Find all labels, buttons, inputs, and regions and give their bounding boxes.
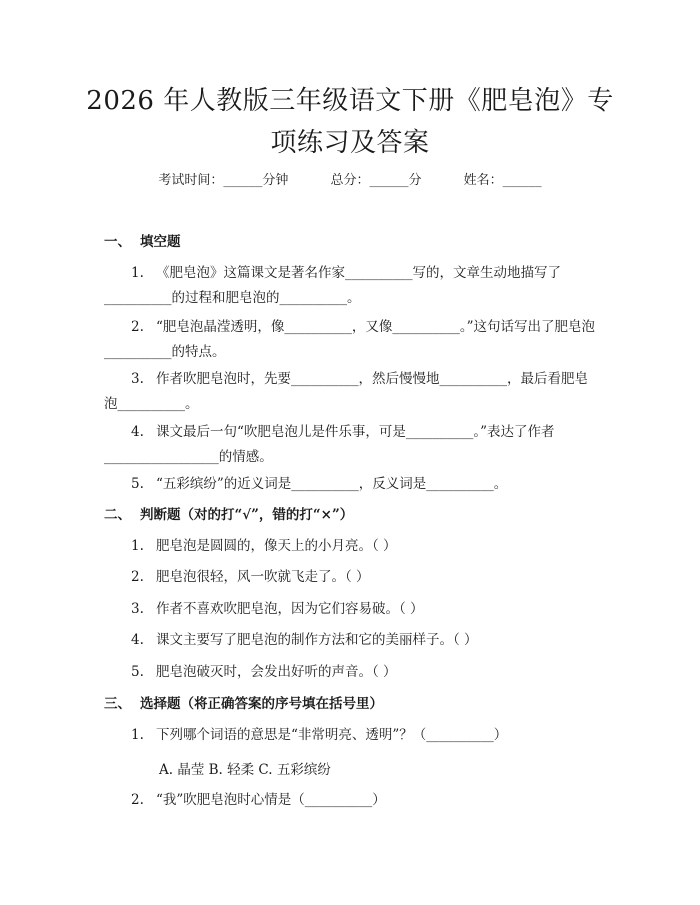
title-line-2: 项练习及答案: [270, 128, 430, 158]
question-item: 1. 《肥皂泡》这篇课文是著名作家__________写的，文章生动地描写了__________的过程和肥皂泡的__________。: [104, 265, 561, 306]
section-heading-fill-in: 一、 填空题: [104, 234, 181, 250]
question-item: 2. “我”吹肥皂泡时心情是（__________）: [131, 792, 386, 808]
title-line-1: 2026 年人教版三年级语文下册《肥皂泡》专: [86, 86, 614, 116]
exam-time: 考试时间：______分钟: [158, 173, 289, 188]
student-name: 姓名：______: [463, 173, 542, 188]
exam-score: 总分：______分: [330, 173, 422, 188]
question-item: 1. 下列哪个词语的意思是“非常明亮、透明”？（__________）: [131, 727, 508, 743]
question-item: 4. 课文最后一句“吹肥皂泡儿是件乐事，可是__________。”表达了作者_________________的情感。: [104, 424, 555, 465]
question-item: 5. 肥皂泡破灭时，会发出好听的声音。（ ）: [131, 664, 397, 680]
question-item: 3. 作者吹肥皂泡时，先要__________，然后慢慢地__________，最后看肥皂泡__________。: [104, 371, 588, 412]
question-item: 2. “肥皂泡晶滢透明，像__________，又像__________。”这句话写出了肥皂泡__________的特点。: [104, 319, 596, 360]
question-item: 5. “五彩缤纷”的近义词是__________，反义词是__________。: [131, 476, 508, 492]
section-heading-multiple-choice: 三、 选择题（将正确答案的序号填在括号里）: [104, 696, 383, 712]
answer-options: A. 晶莹 B. 轻柔 C. 五彩缤纷: [159, 762, 331, 778]
question-item: 2. 肥皂泡很轻，风一吹就飞走了。（ ）: [131, 569, 370, 585]
page-title: [60, 80, 640, 164]
exam-meta: [0, 169, 700, 188]
section-heading-true-false: 二、 判断题（对的打“√”，错的打“×”）: [104, 507, 354, 523]
question-item: 1. 肥皂泡是圆圆的，像天上的小月亮。（ ）: [131, 538, 397, 554]
question-item: 3. 作者不喜欢吹肥皂泡，因为它们容易破。（ ）: [131, 601, 424, 617]
question-item: 4. 课文主要写了肥皂泡的制作方法和它的美丽样子。（ ）: [131, 632, 478, 648]
